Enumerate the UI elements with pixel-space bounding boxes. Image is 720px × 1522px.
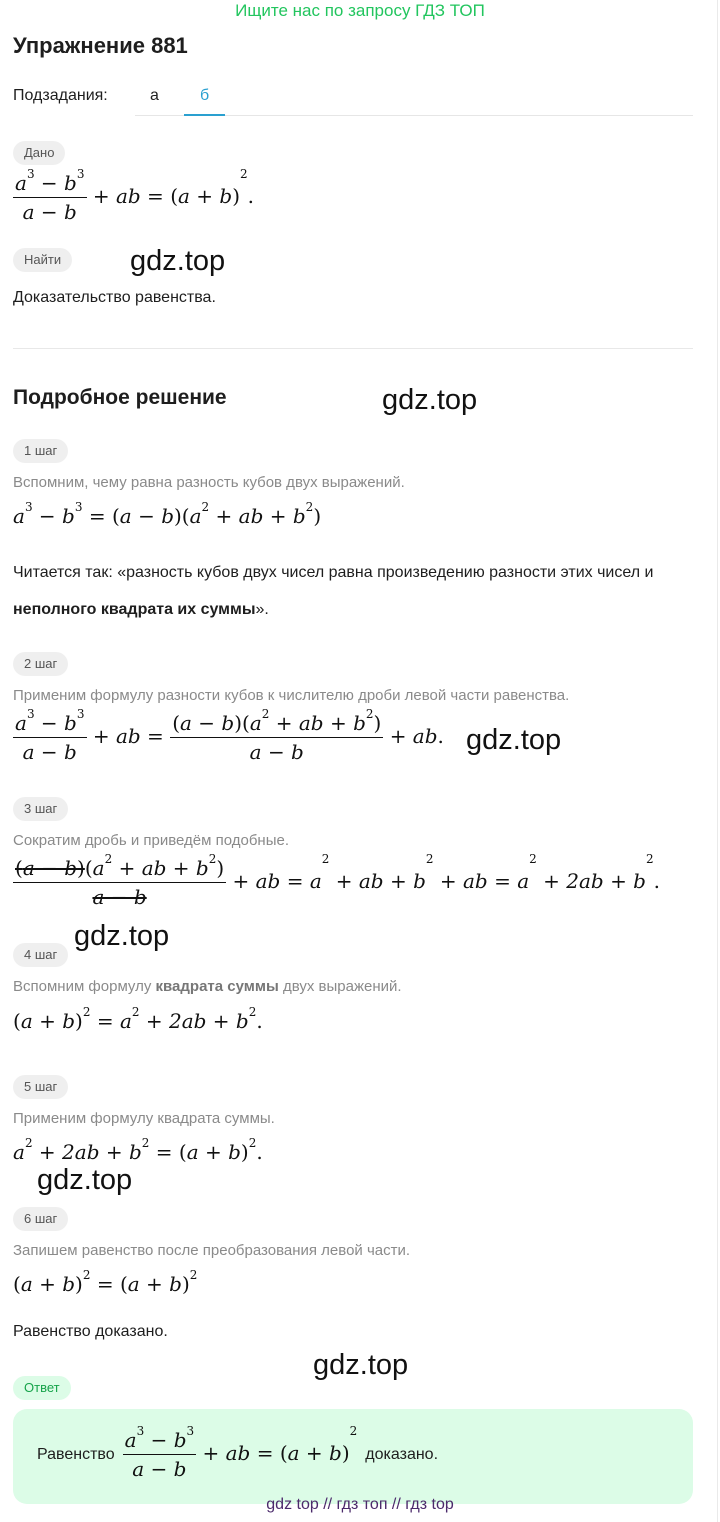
given-badge: Дано: [13, 141, 65, 165]
footer-links[interactable]: gdz top // гдз топ // гдз top: [266, 1496, 454, 1513]
top-banner: Ищите нас по запросу ГДЗ ТОП: [235, 1, 485, 20]
answer-content: [37, 1424, 439, 1481]
step-4-hint: Вспомним формулу квадрата суммы двух выражений.: [13, 978, 402, 995]
step-6-conclusion: Равенство доказано.: [13, 1323, 168, 1340]
step-6-hint: Запишем равенство после преобразования левой части.: [13, 1242, 411, 1259]
step-2-badge: 2 шаг: [13, 652, 68, 676]
answer-badge: Ответ: [13, 1376, 71, 1400]
step-5-formula: $a^2 + 2ab + b^2 = (a + b)^2$.: [13, 1136, 263, 1164]
step-2-formula: $\frac{a^3 - b^3}{a - b}$ + ab = $\frac{(a - b)(a^2 + ab + b^2)}{a - b}$ + ab.: [15, 707, 444, 764]
step-3-badge: 3 шаг: [13, 797, 68, 821]
step-1-badge: 1 шаг: [13, 439, 68, 463]
watermark: gdz.top: [130, 245, 226, 277]
answer-formula: $\frac{a^3 - b^3}{a - b}$ + ab = $(a + b)^2$: [124, 1424, 358, 1481]
step-6-badge: 6 шаг: [13, 1207, 68, 1231]
page-title: Упражнение 881: [13, 33, 188, 58]
step-5-badge: 5 шаг: [13, 1075, 68, 1099]
subtask-tab-b[interactable]: б: [200, 87, 210, 104]
subtasks-label: Подзадания:: [13, 87, 108, 104]
find-text: Доказательство равенства.: [13, 289, 216, 306]
watermark: gdz.top: [74, 920, 170, 952]
active-tab-indicator: [184, 114, 225, 116]
watermark: gdz.top: [382, 384, 478, 416]
answer-prefix: Равенство: [37, 1445, 115, 1463]
find-badge: Найти: [13, 248, 72, 272]
step-3-hint: Сократим дробь и приведём подобные.: [13, 832, 290, 849]
watermark: gdz.top: [313, 1349, 409, 1381]
given-formula: $\frac{a^3 - b^3}{a - b}$ + ab = $(a + b)^2$.: [15, 167, 255, 224]
step-1-hint: Вспомним, чему равна разность кубов двух выражений.: [13, 474, 405, 491]
step-2-hint: Применим формулу разности кубов к числителю дроби левой части равенства.: [13, 687, 570, 704]
page-right-border: [717, 0, 718, 1522]
watermark: gdz.top: [466, 724, 562, 756]
step-6-formula: $(a + b)^2 = (a + b)^2$: [13, 1268, 198, 1296]
answer-suffix: доказано.: [365, 1445, 439, 1463]
watermark: gdz.top: [37, 1164, 133, 1196]
solution-title: Подробное решение: [13, 386, 227, 409]
step-1-note: Читается так: «разность кубов двух чисел равна произведению разности этих чисел и неполного квадрата их суммы».: [13, 564, 654, 618]
step-4-badge: 4 шаг: [13, 943, 68, 967]
subtask-tab-a[interactable]: а: [150, 87, 159, 104]
step-5-hint: Применим формулу квадрата суммы.: [13, 1110, 275, 1127]
section-divider: [13, 348, 693, 349]
step-4-formula: $(a + b)^2 = a^2 + 2ab + b^2$.: [13, 1005, 263, 1033]
step-3-formula: $\frac{(a - b)(a^2 + ab + b^2)}{a - b}$ + ab = $a^2$ + ab + $b^2$ + ab = $a^2 + 2ab + b^2$.: [15, 852, 660, 909]
step-1-formula: $a^3 - b^3 = (a - b)(a^2$ + ab + $b^2$): [13, 500, 322, 528]
